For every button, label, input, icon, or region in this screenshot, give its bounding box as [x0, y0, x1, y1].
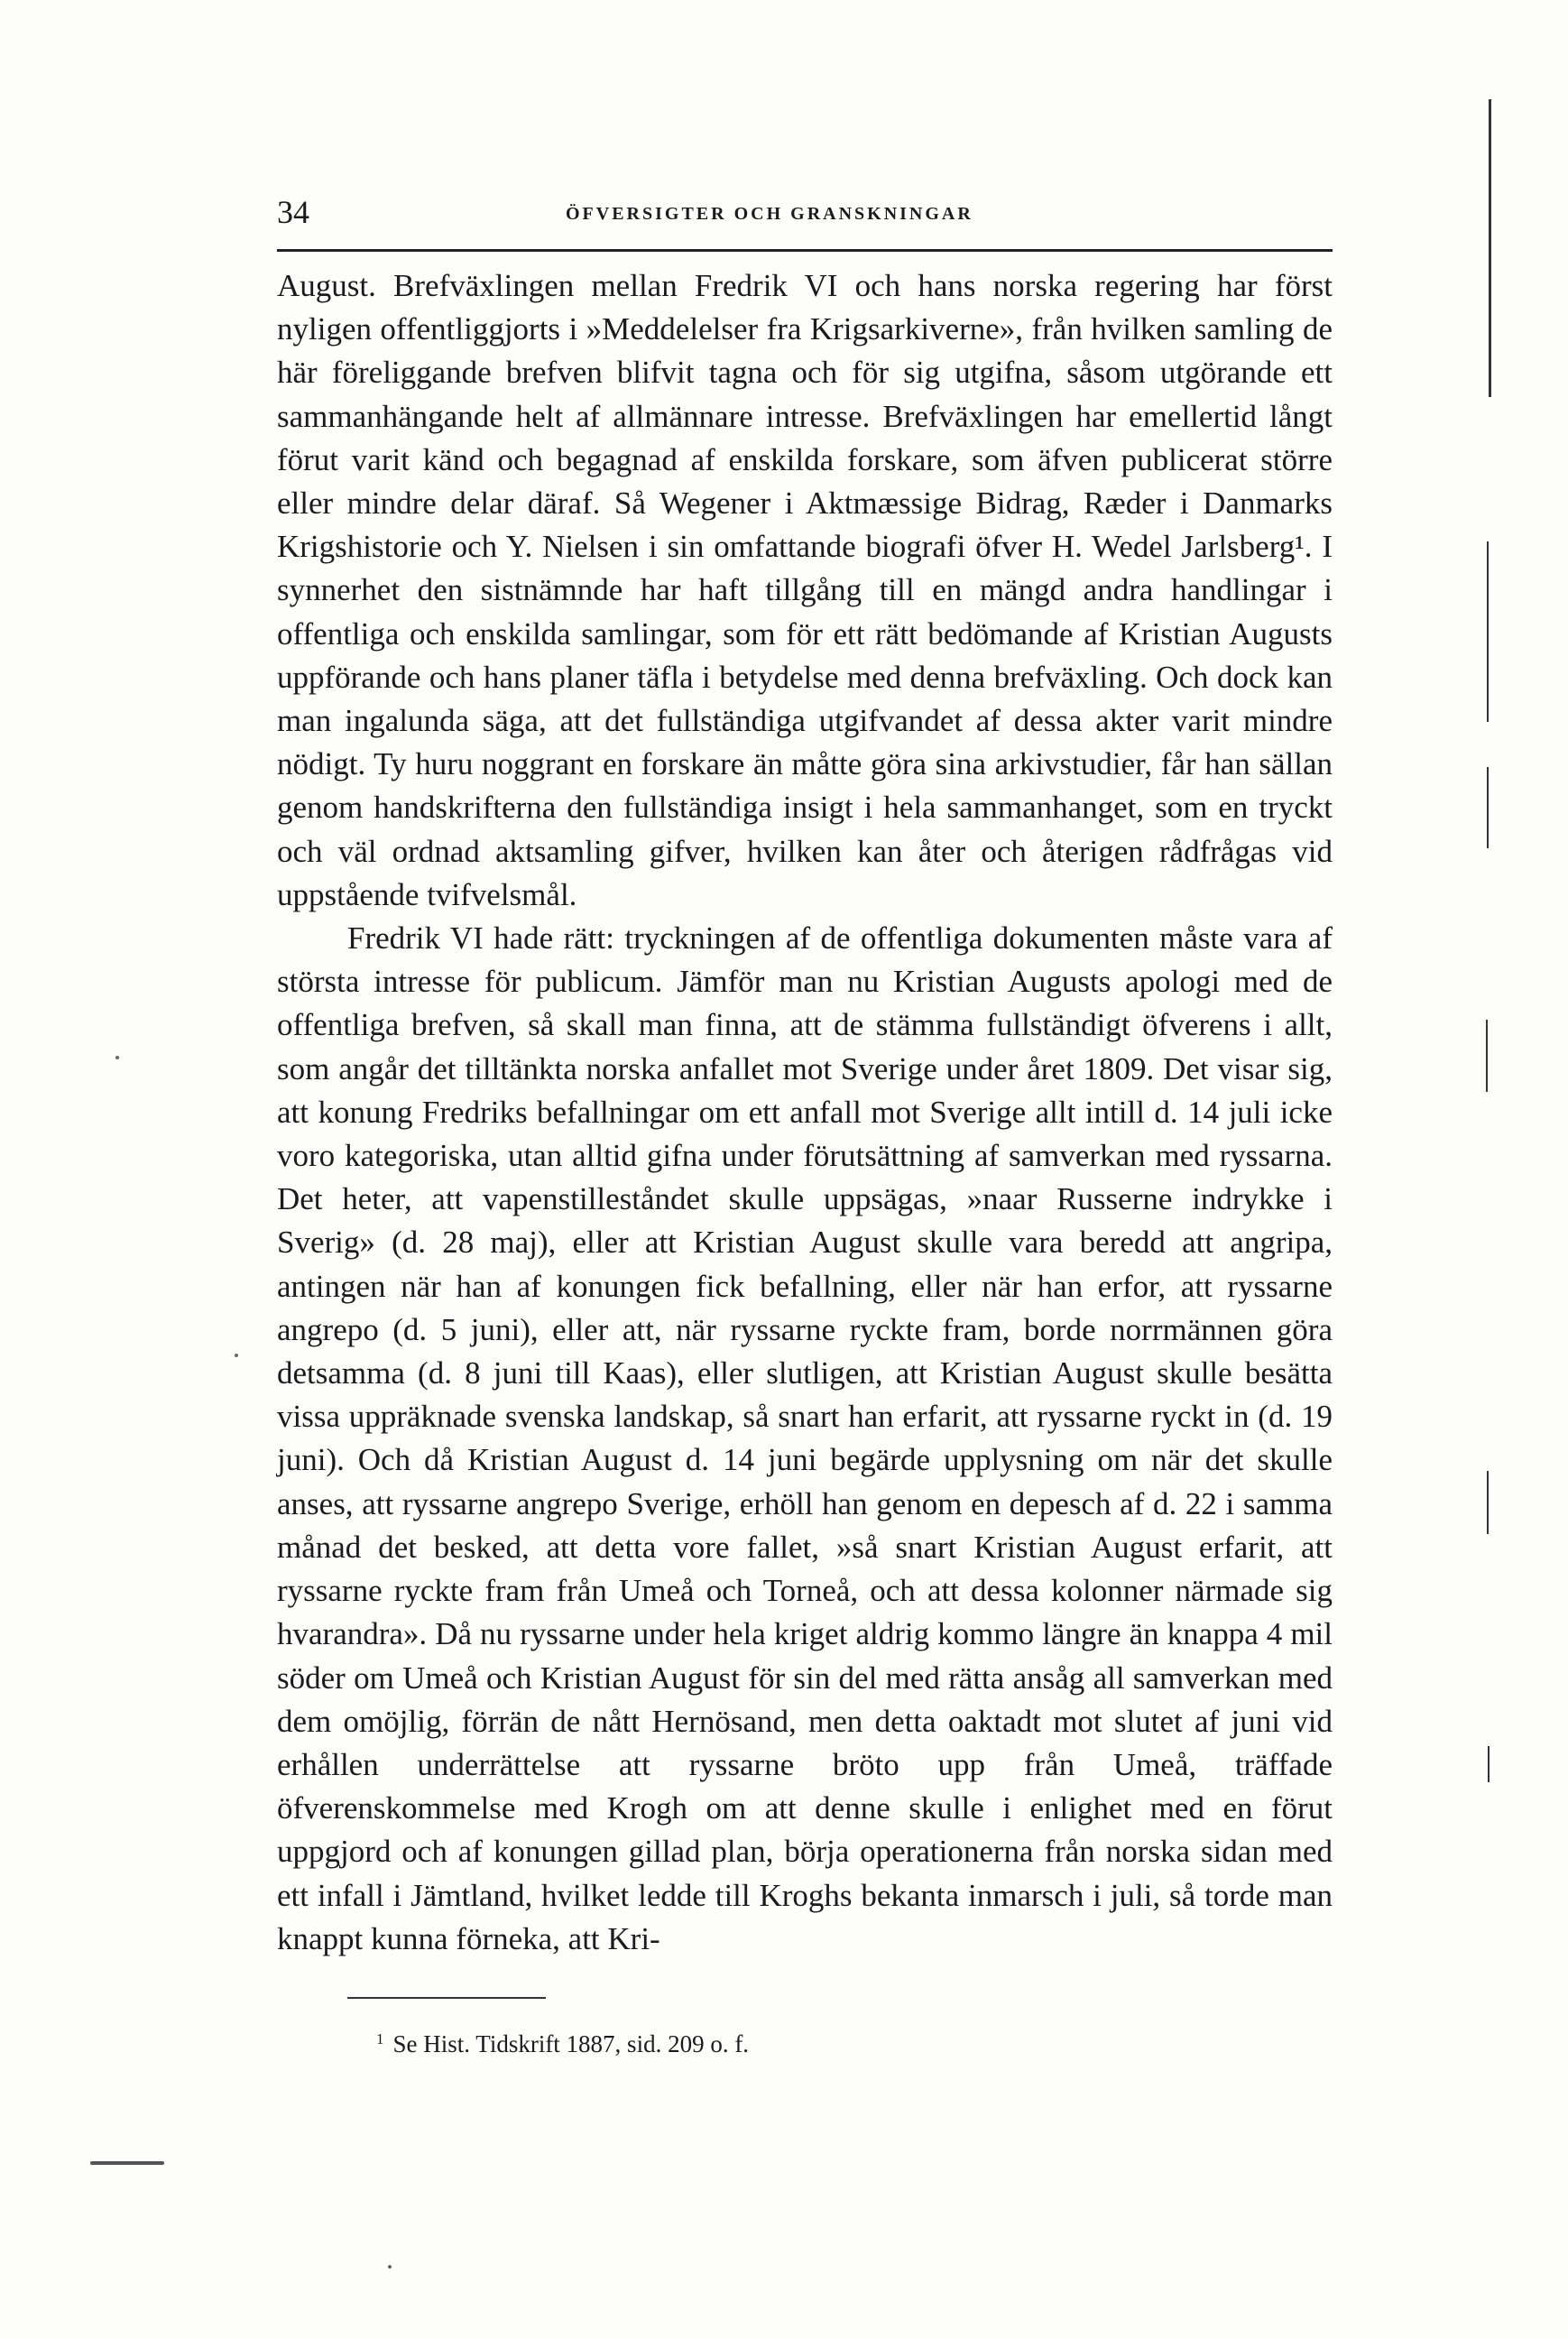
page-number: 34 [277, 194, 309, 230]
footnote-text: Se Hist. Tidskrift 1887, sid. 209 o. f. [392, 2029, 750, 2057]
body-text [277, 264, 1333, 1961]
running-title: ÖFVERSIGTER OCH GRANSKNINGAR [566, 204, 973, 224]
footnote [376, 2022, 1333, 2061]
scan-edge-dash [90, 2161, 164, 2165]
scan-margin-line-2 [1487, 541, 1489, 722]
scan-speck-2 [235, 1354, 238, 1357]
running-head [277, 190, 1333, 252]
scan-margin-line-4 [1486, 1020, 1488, 1092]
paragraph-2: Fredrik VI hade rätt: tryckningen af de offentliga dokumenten måste vara af största intresse för publicum. Jämför man nu Kristian Augusts apologi med de offentliga brefven, så skall man finna, att de stämma fullständigt öfverens i allt, som angår det tilltänkta norska anfallet mot Sverige under året 1809. Det visar sig, att konung Fredriks befallningar om ett anfall mot Sverige allt intill d. 14 juli icke voro kategoriska, utan alltid gifna under förutsättning af samverkan med ryssarna. Det heter, att vapenstilleståndet skulle uppsägas, »naar Russerne indrykke i Sverig» (d. 28 maj), eller att Kristian August skulle vara beredd att angripa, antingen när han af konungen fick befallning, eller när han erfor, att ryssarne angrepo (d. 5 juni), eller att, när ryssarne ryckte fram, borde norrmännen göra detsamma (d. 8 juni till Kaas), eller slutligen, att Kristian August skulle besätta vissa uppräknade svenska landskap, så snart han erfarit, att ryssarne ryckt in (d. 19 juni). Och då Kristian August d. 14 juni begärde upplysning om när det skulle anses, att ryssarne angrepo Sverige, erhöll han genom en depesch af d. 22 i samma månad det besked, att detta vore fallet, »så snart Kristian August erfarit, att ryssarne ryckte fram från Umeå och Torneå, och att dessa kolonner närmade sig hvarandra». Då nu ryssarne under hela kriget aldrig kommo längre än knappa 4 mil söder om Umeå och Kristian August för sin del med rätta ansåg all samverkan med dem omöjlig, förrän de nått Hernösand, men detta oaktadt mot slutet af juni vid erhållen underrättelse att ryssarne bröto upp från Umeå, träffade öfverenskommelse med Krogh om att denne skulle i enlighet med en förut uppgjord och af konungen gillad plan, börja operationerna från norska sidan med ett infall i Jämtland, hvilket ledde till Kroghs bekanta inmarsch i juli, så torde man knappt kunna förneka, att Kri- [277, 920, 1333, 1956]
scan-margin-line-5 [1487, 1471, 1489, 1534]
scan-margin-line-6 [1488, 1746, 1490, 1782]
paragraph-1: August. Brefväxlingen mellan Fredrik VI och hans norska regering har först nyligen offentliggjorts i »Meddelelser fra Krigsarkiverne», från hvilken samling de här föreliggande brefven blifvit tagna och för sig utgifna, såsom utgörande ett sammanhängande helt af allmännare intresse. Brefväxlingen har emellertid långt förut varit känd och begagnad af enskilda forskare, som äfven publicerat större eller mindre delar däraf. Så Wegener i Aktmæssige Bidrag, Ræder i Danmarks Krigshistorie och Y. Nielsen i sin omfattande biografi öfver H. Wedel Jarlsberg¹. I synnerhet den sistnämnde har haft tillgång till en mängd andra handlingar i offentliga och enskilda samlingar, som för ett rätt bedömande af Kristian Augusts uppförande och hans planer täfla i betydelse med denna brefväxling. Och dock kan man ingalunda säga, att det fullständiga utgifvandet af dessa akter varit mindre nödigt. Ty huru noggrant en forskare än måtte göra sina arkivstudier, får han sällan genom handskrifterna den fullständiga insigt i hela sammanhanget, som en tryckt och väl ordnad aktsamling gifver, hvilken kan åter och återigen rådfrågas vid uppstående tvifvelsmål. [277, 268, 1333, 912]
scan-margin-line-3 [1487, 767, 1489, 848]
scan-speck-3 [388, 2265, 392, 2269]
scan-speck-1 [115, 1056, 119, 1059]
scan-margin-line-1 [1489, 99, 1491, 397]
footnote-marker: 1 [376, 2029, 384, 2048]
book-page [277, 190, 1333, 2061]
footnote-rule [347, 1997, 546, 1999]
